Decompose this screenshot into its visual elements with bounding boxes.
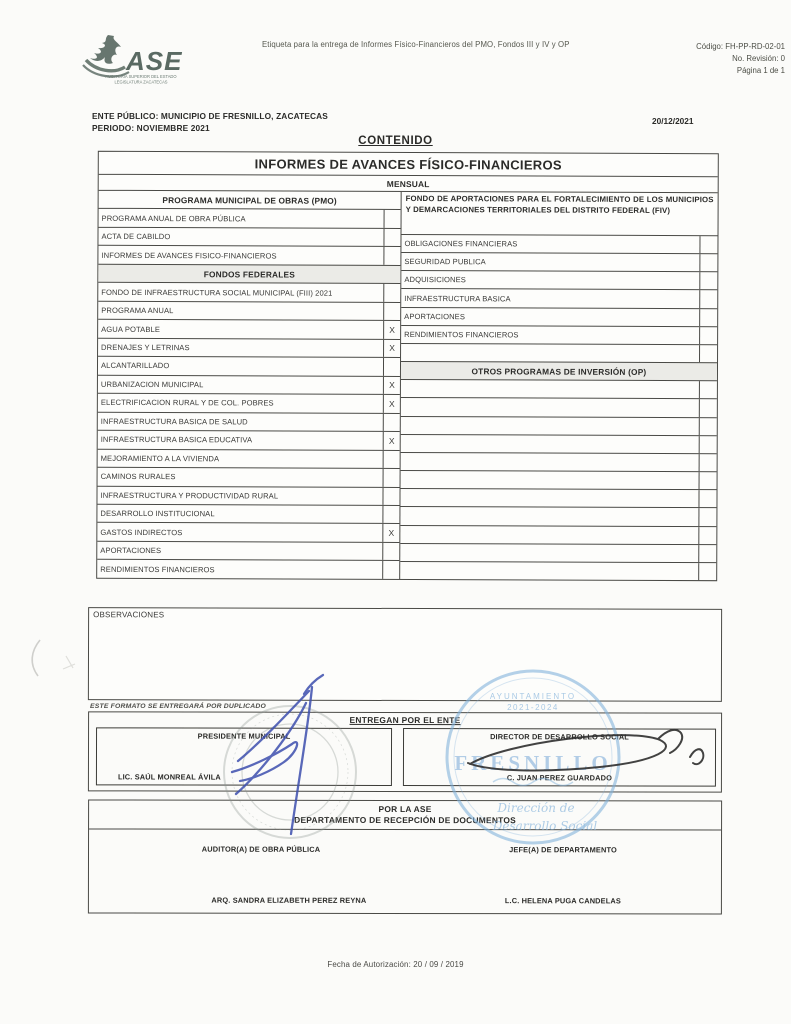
row-label: URBANIZACION MUNICIPAL bbox=[100, 379, 204, 390]
table-row bbox=[98, 282, 400, 302]
check-cell bbox=[383, 358, 400, 376]
check-cell bbox=[699, 472, 717, 489]
signature-box-director bbox=[403, 728, 716, 787]
row-label: SEGURIDAD PUBLICA bbox=[404, 257, 486, 267]
table-row bbox=[98, 301, 400, 321]
check-cell: X bbox=[383, 321, 400, 339]
table-row bbox=[401, 416, 717, 435]
fiv-column bbox=[400, 192, 717, 580]
check-cell bbox=[699, 254, 717, 271]
row-label: PROGRAMA ANUAL bbox=[101, 305, 174, 316]
content-table bbox=[96, 151, 719, 581]
row-label: ALCANTARILLADO bbox=[100, 361, 170, 371]
table-row bbox=[401, 234, 717, 253]
fiv-header: FONDO DE APORTACIONES PARA EL FORTALECIMIENTO DE LOS MUNICIPIOS Y DEMARCACIONES TERRITORIALES DEL DISTRITO FEDERAL (FIV) bbox=[405, 193, 714, 215]
logo-caption-1: AUDITORÍA SUPERIOR DEL ESTADO bbox=[105, 74, 177, 79]
row-label: ELECTRIFICACION RURAL Y DE COL. POBRES bbox=[100, 398, 274, 408]
check-cell: X bbox=[382, 524, 399, 542]
check-cell bbox=[698, 545, 716, 562]
ase-logo-graphic bbox=[78, 33, 198, 89]
role-label: JEFE(A) DE DEPARTAMENTO bbox=[509, 844, 617, 855]
row-label: ACTA DE CABILDO bbox=[101, 231, 171, 242]
table-row bbox=[98, 430, 400, 450]
row-label: INFORMES DE AVANCES FISICO-FINANCIEROS bbox=[101, 250, 277, 261]
row-label: DRENAJES Y LETRINAS bbox=[101, 342, 190, 353]
check-cell bbox=[699, 436, 717, 453]
table-row bbox=[401, 397, 717, 416]
table-row bbox=[98, 319, 400, 339]
check-cell bbox=[699, 272, 717, 289]
table-row bbox=[400, 488, 716, 507]
check-cell bbox=[699, 454, 717, 471]
check-cell bbox=[699, 418, 717, 435]
check-cell bbox=[699, 291, 717, 308]
table-title: INFORMES DE AVANCES FÍSICO-FINANCIEROS bbox=[99, 152, 718, 177]
duplicate-note: ESTE FORMATO SE ENTREGARÁ POR DUPLICADO bbox=[90, 703, 266, 710]
row-label bbox=[400, 562, 698, 580]
margin-mark bbox=[32, 640, 40, 676]
table-row bbox=[98, 338, 400, 358]
table-row bbox=[98, 411, 400, 431]
code-block bbox=[615, 41, 785, 77]
table-row bbox=[99, 208, 401, 228]
row-label: INFRAESTRUCTURA BASICA bbox=[404, 293, 511, 303]
table-row bbox=[401, 307, 717, 326]
stamp-script-1: Dirección de bbox=[497, 801, 575, 815]
fondos-federales-header: FONDOS FEDERALES bbox=[98, 264, 400, 284]
check-cell bbox=[382, 561, 399, 579]
check-cell bbox=[699, 381, 717, 398]
row-label: INFRAESTRUCTURA BASICA EDUCATIVA bbox=[100, 435, 253, 445]
check-cell bbox=[382, 487, 399, 505]
row-label: CAMINOS RURALES bbox=[100, 472, 176, 482]
check-cell bbox=[383, 450, 400, 468]
row-label: APORTACIONES bbox=[404, 311, 466, 321]
ase-section-title bbox=[89, 800, 721, 830]
row-label bbox=[401, 453, 699, 471]
row-label: INFRAESTRUCTURA BASICA DE SALUD bbox=[100, 416, 248, 427]
pmo-column bbox=[97, 191, 401, 579]
row-label: AGUA POTABLE bbox=[101, 324, 161, 334]
check-cell bbox=[383, 414, 400, 432]
row-label bbox=[401, 344, 699, 362]
check-cell bbox=[699, 345, 717, 362]
periodo: PERIODO: NOVIEMBRE 2021 bbox=[92, 123, 210, 134]
logo-caption-2: LEGISLATURA ZACATECAS bbox=[114, 79, 168, 85]
check-cell bbox=[383, 303, 400, 321]
check-cell bbox=[383, 247, 400, 265]
row-label: RENDIMIENTOS FINANCIEROS bbox=[404, 329, 519, 340]
row-label bbox=[401, 471, 699, 489]
row-label: OBLIGACIONES FINANCIERAS bbox=[404, 239, 518, 249]
table-row bbox=[401, 325, 717, 344]
row-label bbox=[401, 398, 699, 416]
table-row bbox=[401, 452, 717, 471]
table-row bbox=[401, 343, 717, 362]
check-cell bbox=[383, 469, 400, 487]
check-cell bbox=[698, 563, 716, 580]
svg-text:ASE: ASE bbox=[126, 46, 183, 76]
row-label: GASTOS INDIRECTOS bbox=[100, 527, 183, 537]
check-cell bbox=[698, 508, 716, 525]
row-label: FONDO DE INFRAESTRUCTURA SOCIAL MUNICIPAL (FIII) 2021 bbox=[101, 287, 333, 298]
ase-reception-section bbox=[88, 799, 722, 914]
table-row bbox=[98, 374, 400, 394]
check-cell bbox=[699, 309, 717, 326]
row-label bbox=[401, 380, 699, 398]
table-row bbox=[400, 524, 716, 543]
auditor-column bbox=[89, 829, 405, 914]
row-label bbox=[400, 489, 698, 507]
table-row bbox=[400, 561, 716, 580]
eagle-icon bbox=[90, 35, 121, 64]
table-row bbox=[98, 227, 400, 247]
row-label: PROGRAMA ANUAL DE OBRA PÚBLICA bbox=[101, 213, 246, 224]
stamp-script-2: Desarrollo Social bbox=[492, 819, 598, 833]
page-label: Página 1 de 1 bbox=[736, 66, 785, 76]
stamp-years: 2021-2024 bbox=[507, 703, 559, 712]
row-label: MEJORAMIENTO A LA VIVIENDA bbox=[100, 453, 220, 464]
signer-name: LIC. SAÚL MONREAL ÁVILA bbox=[117, 772, 221, 782]
form-etiquette: Etiqueta para la entrega de Informes Físico-Financieros del PMO, Fondos III y IV y OP bbox=[262, 40, 570, 49]
jefe-column bbox=[405, 830, 721, 915]
table-row bbox=[97, 522, 399, 542]
check-cell: X bbox=[383, 340, 400, 358]
table-row bbox=[98, 393, 400, 413]
entregan-section bbox=[88, 711, 722, 792]
stamp-top-text: AYUNTAMIENTO bbox=[489, 692, 577, 701]
observations-box bbox=[88, 607, 722, 702]
table-row bbox=[98, 245, 400, 265]
row-label bbox=[400, 507, 698, 525]
signature-box-presidente bbox=[96, 727, 392, 786]
row-label bbox=[400, 544, 698, 562]
check-cell bbox=[382, 543, 399, 561]
table-subtitle: MENSUAL bbox=[99, 175, 718, 193]
table-row bbox=[400, 506, 716, 525]
check-cell bbox=[383, 284, 400, 302]
role-label: AUDITOR(A) DE OBRA PÚBLICA bbox=[201, 844, 321, 854]
row-label: APORTACIONES bbox=[100, 545, 162, 556]
authorization-date: Fecha de Autorización: 20 / 09 / 2019 bbox=[327, 960, 464, 969]
row-label: DESARROLLO INSTITUCIONAL bbox=[100, 509, 215, 519]
row-label: INFRAESTRUCTURA Y PRODUCTIVIDAD RURAL bbox=[100, 490, 279, 501]
table-row bbox=[401, 434, 717, 453]
table-row bbox=[401, 288, 717, 307]
check-cell bbox=[384, 210, 401, 228]
observations-label: OBSERVACIONES bbox=[93, 610, 165, 620]
check-cell bbox=[698, 490, 716, 507]
table-row bbox=[401, 270, 717, 289]
row-label bbox=[400, 525, 698, 543]
table-row bbox=[97, 504, 399, 524]
check-cell bbox=[699, 327, 717, 344]
revision-label: No. Revisión: 0 bbox=[732, 54, 785, 64]
row-label bbox=[401, 417, 699, 435]
otros-programas-header: OTROS PROGRAMAS DE INVERSIÓN (OP) bbox=[401, 361, 717, 380]
check-cell bbox=[698, 527, 716, 544]
role-label: PRESIDENTE MUNICIPAL bbox=[197, 731, 291, 741]
table-row bbox=[98, 467, 400, 487]
check-cell bbox=[382, 506, 399, 524]
signer-name: C. JUAN PEREZ GUARDADO bbox=[506, 773, 613, 783]
table-row bbox=[98, 448, 400, 468]
code-label: Código: FH-PP-RD-02-01 bbox=[696, 42, 785, 51]
row-label: RENDIMIENTOS FINANCIEROS bbox=[100, 564, 215, 574]
table-row bbox=[401, 470, 717, 489]
table-row bbox=[400, 543, 716, 562]
table-row bbox=[401, 379, 717, 398]
signer-name: ARQ. SANDRA ELIZABETH PEREZ REYNA bbox=[211, 895, 367, 905]
pmo-header: PROGRAMA MUNICIPAL DE OBRAS (PMO) bbox=[162, 194, 337, 206]
delivery-date: 20/12/2021 bbox=[652, 116, 694, 126]
check-cell bbox=[699, 400, 717, 417]
check-cell: X bbox=[383, 395, 400, 413]
ente-publico: ENTE PÚBLICO: MUNICIPIO DE FRESNILLO, ZACATECAS bbox=[92, 111, 328, 121]
por-la-ase: POR LA ASE bbox=[378, 803, 432, 815]
ase-logo bbox=[78, 33, 198, 89]
table-row bbox=[97, 485, 399, 505]
table-row bbox=[401, 252, 717, 271]
signer-name: L.C. HELENA PUGA CANDELAS bbox=[504, 895, 621, 906]
table-row bbox=[98, 356, 400, 376]
table-row bbox=[97, 541, 399, 561]
role-label: DIRECTOR DE DESARROLLO SOCIAL bbox=[490, 732, 629, 742]
check-cell: X bbox=[383, 377, 400, 395]
entregan-title: ENTREGAN POR EL ENTE bbox=[349, 714, 461, 726]
table-row bbox=[97, 559, 399, 579]
row-label: ADQUISICIONES bbox=[404, 275, 466, 285]
check-cell bbox=[383, 229, 400, 247]
page-title: CONTENIDO bbox=[358, 135, 433, 147]
departamento-recepcion: DEPARTAMENTO DE RECEPCIÓN DE DOCUMENTOS bbox=[294, 815, 516, 826]
entity-block bbox=[92, 110, 328, 134]
check-cell: X bbox=[383, 432, 400, 450]
check-cell bbox=[699, 236, 717, 253]
row-label bbox=[401, 435, 699, 453]
stamp-main-text: FRESNILLO bbox=[454, 751, 612, 775]
